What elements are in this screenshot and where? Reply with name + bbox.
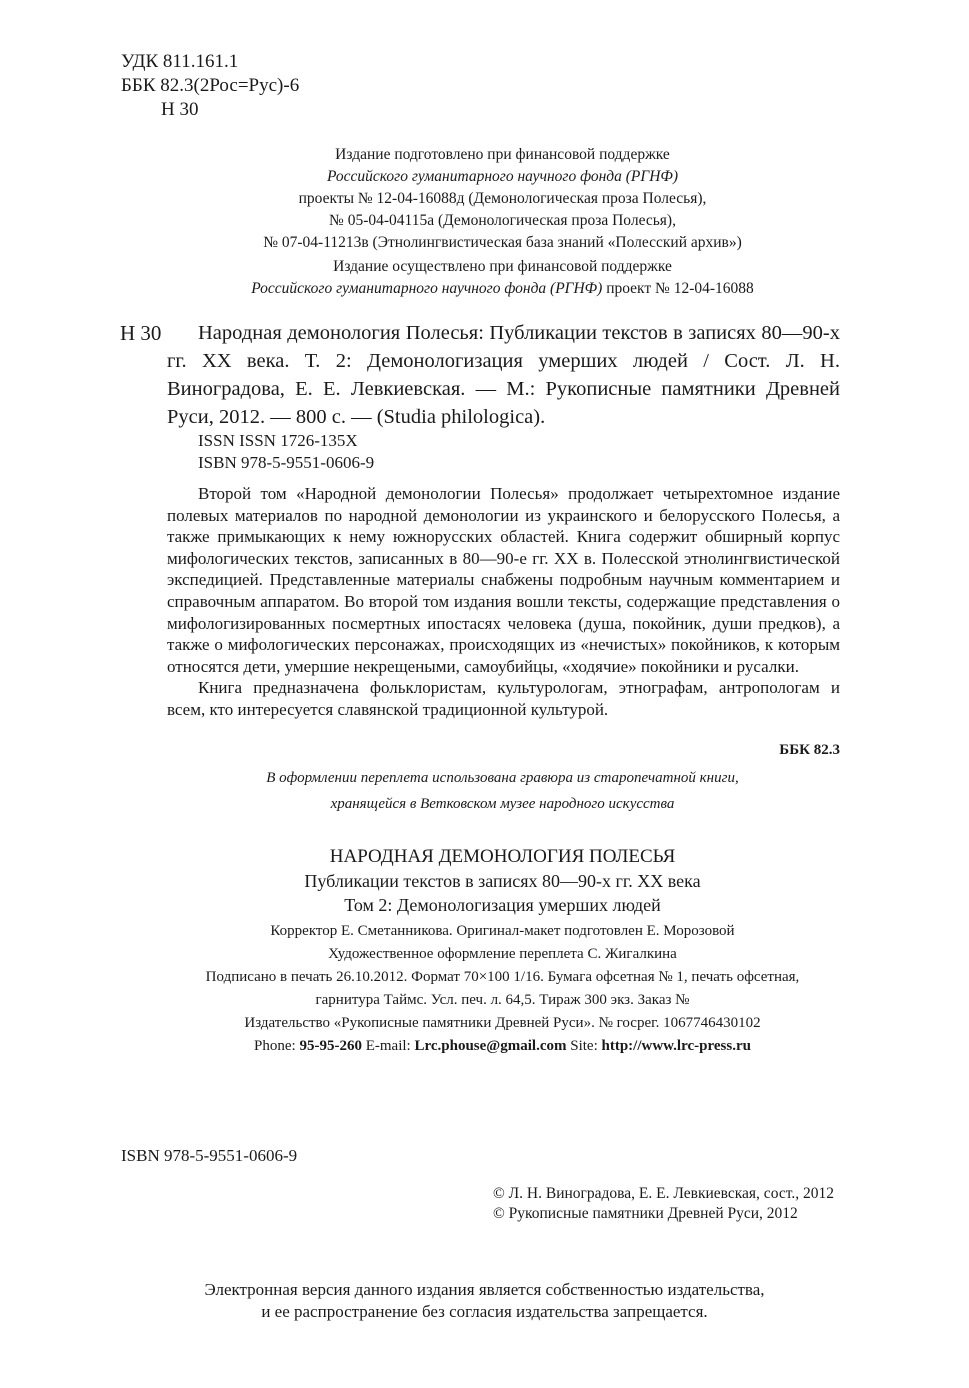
funding-line: № 05-04-04115а (Демонологическая проза Полесья), (329, 212, 676, 229)
udk-code: УДК 811.161.1 (121, 51, 239, 72)
funding-line: Издание подготовлено при финансовой поддержке (335, 146, 670, 163)
imprint-line: гарнитура Таймс. Усл. печ. л. 64,5. Тираж 300 экз. Заказ № (315, 992, 690, 1008)
bibliographic-record: Народная демонология Полесья: Публикации текстов в записях 80—90-х гг. XX века. Т. 2: Демонологизация умерших людей / Сост. Л. Н. Виноградова, Е. Е. Левкиевская. — М.: Рукописные памятники Древней Руси, 2012. — 800 с. — (Studia philologica). (167, 322, 840, 428)
funding-project: проект № 12-04-16088 (602, 280, 754, 297)
copyright-block (493, 1184, 834, 1224)
copyright-line: © Рукописные памятники Древней Руси, 2012 (493, 1205, 798, 1222)
title-block (0, 845, 969, 917)
bbk-code: ББК 82.3(2Рос=Рус)-6 (121, 75, 300, 96)
isbn-bottom: ISBN 978-5-9551-0606-9 (121, 1146, 298, 1165)
book-title: НАРОДНАЯ ДЕМОНОЛОГИЯ ПОЛЕСЬЯ (329, 846, 676, 867)
electronic-notice (0, 1279, 969, 1323)
bibliographic-code: Н 30 (120, 321, 162, 345)
annotation-paragraph: Второй том «Народной демонологии Полесья» продолжает четырехтомное издание полевых материалов по народной демонологии из украинского и белорусского Полесья, а также примыкающих к нему южнорусских областей. Книга содержит обширный корпус мифологических текстов, записанных в 80—90-е гг. XX в. Полесской этнолингвистической экспедицией. Представленные материалы снабжены подробным научным комментарием и справочным аппаратом. Во второй том издания вошли тексты, содержащие представления о мифологизированных посмертных ипостасях человека (душа, покойник, души предков), а также о мифологических персонажах, происходящих из «нечистых» покойников, к которым относятся дети, умершие некрещеными, самоубийцы, «ходячие» покойники и русалки. (167, 484, 840, 676)
phone-label: Phone: (254, 1038, 300, 1054)
notice-line: Электронная версия данного издания является собственностью издательства, (204, 1280, 765, 1299)
funding-fund-name: Российского гуманитарного научного фонда (РГНФ) (326, 168, 679, 185)
cover-note-line: хранящейся в Ветковском музее народного искусства (330, 796, 675, 812)
imprint-line: Художественное оформление переплета С. Жигалкина (328, 946, 677, 962)
author-mark: Н 30 (161, 99, 199, 120)
funding-line: Издание осуществлено при финансовой поддержке (333, 258, 672, 275)
funding-line: № 07-04-11213в (Этнолингвистическая база знаний «Полесский архив») (263, 234, 742, 251)
site-label: Site: (566, 1038, 602, 1054)
cover-note (0, 765, 969, 817)
annotation (167, 483, 840, 721)
issn-isbn-block (198, 430, 374, 474)
copyright-line: © Л. Н. Виноградова, Е. Е. Левкиевская, сост., 2012 (493, 1185, 834, 1202)
volume-title: Том 2: Демонологизация умерших людей (344, 895, 661, 915)
annotation-paragraph: Книга предназначена фольклористам, культурологам, этнографам, антропологам и всем, кто интересуется славянской традиционной культурой. (167, 678, 840, 719)
site-url: http://www.lrc-press.ru (601, 1038, 751, 1054)
issn: ISSN ISSN 1726-135X (198, 431, 358, 450)
imprint-line: Подписано в печать 26.10.2012. Формат 70×100 1/16. Бумага офсетная № 1, печать офсетная, (205, 969, 800, 985)
funding-fund-name: Российского гуманитарного научного фонда (РГНФ) (251, 280, 603, 297)
imprint-line: Издательство «Рукописные памятники Древней Руси». № госрег. 1067746430102 (244, 1015, 761, 1031)
bbk-short: ББК 82.3 (779, 742, 840, 758)
notice-line: и ее распространение без согласия издательства запрещается. (261, 1302, 708, 1321)
phone-number: 95-95-260 (299, 1038, 362, 1054)
contact-line (0, 1035, 969, 1058)
funding-support-bottom (0, 256, 969, 300)
classification-block (121, 50, 299, 122)
imprint-line: Корректор Е. Сметанникова. Оригинал-макет подготовлен Е. Морозовой (270, 923, 735, 939)
isbn-top: ISBN 978-5-9551-0606-9 (198, 453, 375, 472)
funding-support-top (0, 144, 969, 254)
email-label: E-mail: (361, 1038, 415, 1054)
funding-line: проекты № 12-04-16088д (Демонологическая проза Полесья), (298, 190, 707, 207)
email-address: Lrc.phouse@gmail.com (414, 1038, 567, 1054)
book-subtitle: Публикации текстов в записях 80—90-х гг. XX века (304, 871, 701, 891)
imprint-details (0, 920, 969, 1058)
cover-note-line: В оформлении переплета использована гравюра из старопечатной книги, (266, 770, 739, 786)
funding-line (0, 278, 969, 300)
